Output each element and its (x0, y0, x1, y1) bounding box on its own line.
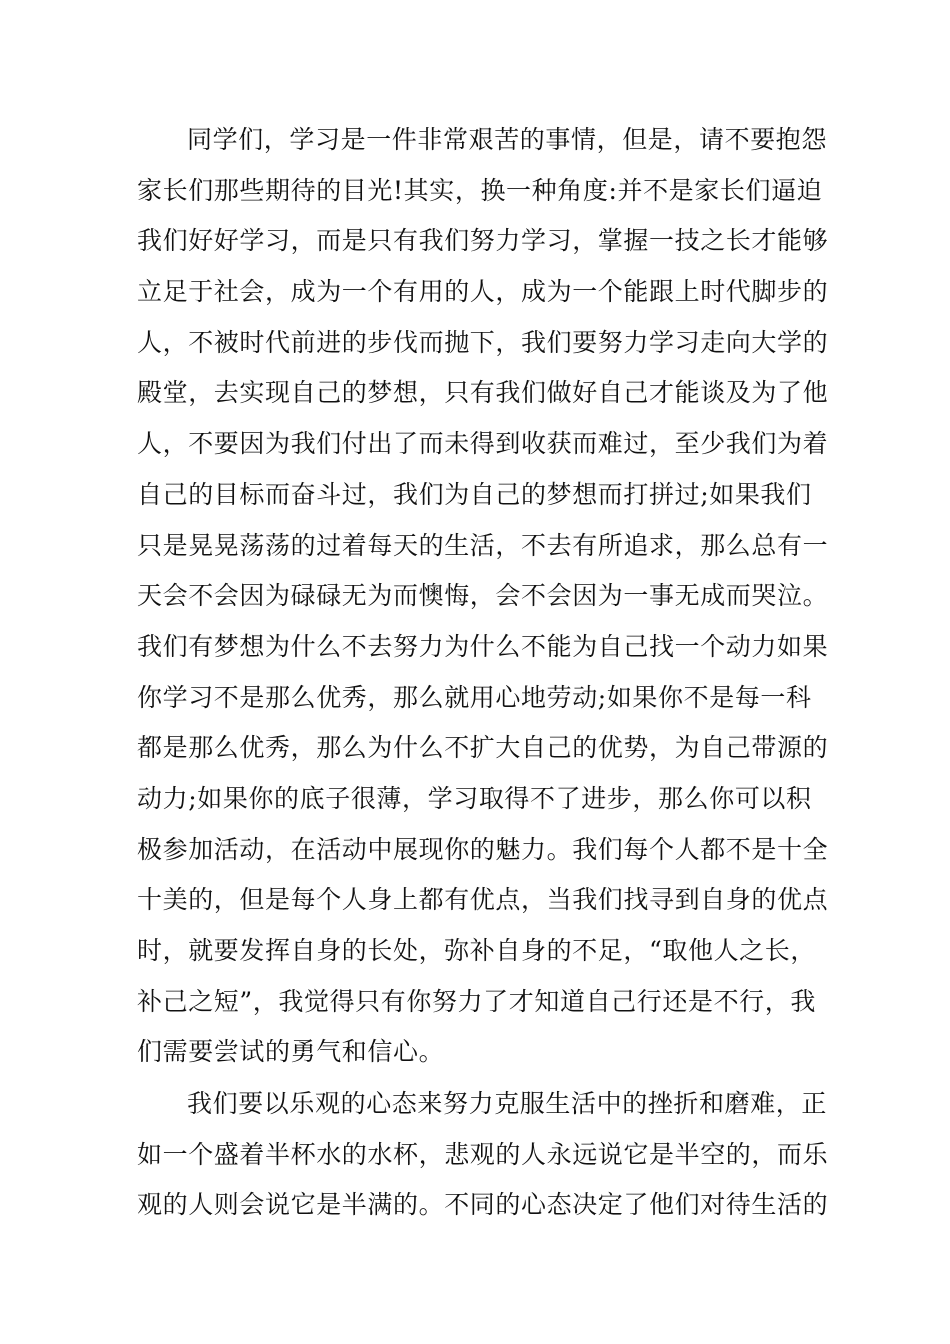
paragraph-line: 补己之短”，我觉得只有你努力了才知道自己行还是不行，我 (137, 986, 816, 1016)
paragraph-line: 只是晃晃荡荡的过着每天的生活，不去有所追求，那么总有一 (137, 530, 829, 560)
paragraph-line: 时，就要发挥自身的长处，弥补自身的不足，“取他人之长， (137, 936, 816, 965)
paragraph-line: 人，不要因为我们付出了而未得到收获而难过，至少我们为着 (137, 429, 829, 459)
paragraph-2 (137, 1079, 837, 1231)
paragraph-line: 们需要尝试的勇气和信心。 (137, 1037, 445, 1067)
paragraph-line: 自己的目标而奋斗过，我们为自己的梦想而打拼过;如果我们 (137, 479, 812, 509)
paragraph-line: 我们有梦想为什么不去努力为什么不能为自己找一个动力如果 (137, 631, 829, 661)
paragraph-line: 你学习不是那么优秀，那么就用心地劳动;如果你不是每一科 (137, 682, 812, 712)
paragraph-line: 家长们那些期待的目光!其实，换一种角度:并不是家长们逼迫 (137, 175, 823, 205)
paragraph-line: 动力;如果你的底子很薄，学习取得不了进步，那么你可以积 (137, 783, 812, 813)
paragraph-line: 都是那么优秀，那么为什么不扩大自己的优势，为自己带源的 (137, 733, 829, 763)
paragraph-line: 极参加活动，在活动中展现你的魅力。我们每个人都不是十全 (137, 834, 829, 864)
paragraph-line: 十美的，但是每个人身上都有优点，当我们找寻到自身的优点 (137, 885, 829, 915)
paragraph-line: 人，不被时代前进的步伐而抛下，我们要努力学习走向大学的 (137, 327, 829, 357)
paragraph-line: 同学们，学习是一件非常艰苦的事情，但是，请不要抱怨 (187, 125, 828, 154)
paragraph-1 (137, 115, 837, 1078)
paragraph-line: 我们要以乐观的心态来努力克服生活中的挫折和磨难，正 (187, 1089, 828, 1118)
paragraph-line: 天会不会因为碌碌无为而懊悔，会不会因为一事无成而哭泣。 (137, 581, 829, 611)
paragraph-line: 我们好好学习，而是只有我们努力学习，掌握一技之长才能够 (137, 226, 829, 256)
paragraph-line: 立足于社会，成为一个有用的人，成为一个能跟上时代脚步的 (137, 277, 829, 307)
paragraph-line: 殿堂，去实现自己的梦想，只有我们做好自己才能谈及为了他 (137, 378, 829, 408)
paragraph-line: 观的人则会说它是半满的。不同的心态决定了他们对待生活的 (137, 1190, 829, 1220)
paragraph-line: 如一个盛着半杯水的水杯，悲观的人永远说它是半空的，而乐 (137, 1139, 829, 1169)
